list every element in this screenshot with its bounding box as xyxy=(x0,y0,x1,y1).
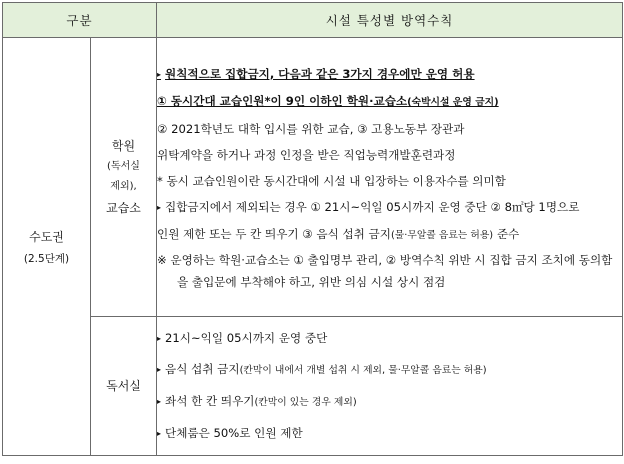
reading-rule-line xyxy=(157,386,622,418)
academy-name: 학원 xyxy=(111,139,136,153)
reading-room-name: 독서실 xyxy=(106,379,141,393)
rule-small-text: (물·무알콜 음료는 허용) xyxy=(390,230,494,241)
bullet-icon: ▸ xyxy=(157,70,162,79)
rule-small-text: (칸막이 있는 경우 제외) xyxy=(254,397,357,408)
rule-text: ① 동시간대 교습인원*이 9인 이하인 학원·교습소 xyxy=(157,94,408,108)
rule-small-text: (칸막이 내에서 개별 섭취 시 제외, 물·무알콜 음료는 허용) xyxy=(239,365,487,376)
rule-text: 21시~익일 05시까지 운영 중단 xyxy=(165,331,328,345)
quarantine-rules-table xyxy=(2,2,623,456)
rule-text: 좌석 한 칸 띄우기 xyxy=(165,394,255,408)
reading-rule-line xyxy=(157,354,622,386)
academy-note: ※ 운영하는 학원·교습소는 ① 출입명부 관리, ② 방역수칙 위반 시 집합 금지 조치에 동의함을 출입문에 부착해야 하고, 위반 의심 시설 상시 점검 xyxy=(157,253,613,289)
academy-footnote: * 동시 교습인원이란 동시간대에 시설 내 입장하는 이용자수를 의미함 xyxy=(157,174,506,188)
reading-room-facility-cell xyxy=(91,317,157,456)
bullet-icon: ▸ xyxy=(157,429,162,438)
header-category: 구분 xyxy=(3,3,157,38)
academy-rules-cell xyxy=(157,38,623,317)
academy-rule-line xyxy=(157,88,622,116)
bullet-icon: ▸ xyxy=(157,397,162,406)
reading-room-rules-cell xyxy=(157,317,623,456)
reading-rule-line xyxy=(157,323,622,354)
rule-small-text: (숙박시설 운영 금지) xyxy=(407,97,499,108)
academy-rule-line xyxy=(157,61,622,88)
header-row xyxy=(3,3,623,38)
region-level: (2.5단계) xyxy=(23,252,70,265)
academy-rule-line: ② 2021학년도 대학 입시를 위한 교습, ③ 고용노동부 장관과 xyxy=(157,122,465,136)
academy-note-1: (독서실 xyxy=(107,161,140,172)
academy-rule-line xyxy=(157,221,622,249)
rule-text: 단체룸은 50%로 인원 제한 xyxy=(165,426,303,440)
academy-row xyxy=(3,38,623,317)
tutoring-name: 교습소 xyxy=(106,201,141,215)
academy-rule-line: 위탁계약을 하거나 과정 인정을 받은 직업능력개발훈련과정 xyxy=(157,148,456,162)
region-cell xyxy=(3,38,91,456)
bullet-icon: ▸ xyxy=(157,365,162,374)
region-name: 수도권 xyxy=(29,229,64,244)
academy-facility-cell xyxy=(91,38,157,317)
reading-room-row xyxy=(3,317,623,456)
reading-rule-line xyxy=(157,418,622,449)
bullet-icon: ▸ xyxy=(157,203,162,212)
rule-text: 원칙적으로 집합금지, 다음과 같은 3가지 경우에만 운영 허용 xyxy=(165,67,475,81)
rule-text: 음식 섭취 금지 xyxy=(165,362,240,376)
bullet-icon: ▸ xyxy=(157,334,162,343)
rule-text: 인원 제한 또는 두 칸 띄우기 ③ 음식 섭취 금지 xyxy=(157,227,391,241)
academy-note-2: 제외), xyxy=(110,181,137,192)
rule-text: 집합금지에서 제외되는 경우 ① 21시~익일 05시까지 운영 중단 ② 8㎡당 1명으로 xyxy=(165,200,580,214)
rule-text: 준수 xyxy=(493,227,520,241)
academy-rule-line xyxy=(157,194,622,221)
header-rules: 시설 특성별 방역수칙 xyxy=(157,3,623,38)
